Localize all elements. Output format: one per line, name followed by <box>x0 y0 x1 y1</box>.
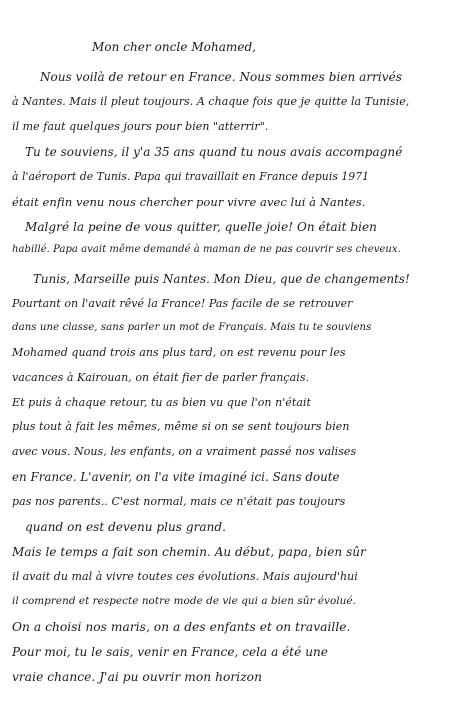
letter-line: habillé. Papa avait même demandé à maman de ne pas couvrir ses cheveux. <box>12 244 401 255</box>
letter-line: vacances à Kairouan, on était fier de parler français. <box>12 371 310 384</box>
letter-line: Pourtant on l'avait rêvé la France! Pas facile de se retrouver <box>12 297 353 310</box>
letter-line: à Nantes. Mais il pleut toujours. A chaque fois que je quitte la Tunisie, <box>12 95 410 108</box>
letter-line: Nous voilà de retour en France. Nous sommes bien arrivés <box>40 70 402 84</box>
letter-line: à l'aéroport de Tunis. Papa qui travaillait en France depuis 1971 <box>12 170 370 183</box>
letter-line: Pour moi, tu le sais, venir en France, cela a été une <box>12 645 328 659</box>
letter-line: avec vous. Nous, les enfants, on a vraiment passé nos valises <box>12 445 357 458</box>
letter-line: il avait du mal à vivre toutes ces évolutions. Mais aujourd'hui <box>12 570 358 583</box>
letter-line: Mais le temps a fait son chemin. Au début, papa, bien sûr <box>12 545 366 559</box>
letter-line: Et puis à chaque retour, tu as bien vu que l'on n'était <box>12 396 311 409</box>
letter-line: il comprend et respecte notre mode de vie qui a bien sûr évolué. <box>12 595 356 607</box>
letter-line: dans une classe, sans parler un mot de Français. Mais tu te souviens <box>12 322 372 333</box>
letter-line: On a choisi nos maris, on a des enfants et on travaille. <box>12 620 351 634</box>
letter-line: Malgré la peine de vous quitter, quelle joie! On était bien <box>25 220 377 234</box>
letter-line: pas nos parents.. C'est normal, mais ce n'était pas toujours <box>12 495 346 508</box>
letter-line: en France. L'avenir, on l'a vite imaginé ici. Sans doute <box>12 470 340 484</box>
letter-line: Tu te souviens, il y'a 35 ans quand tu nous avais accompagné <box>25 145 403 159</box>
letter-line: Tunis, Marseille puis Nantes. Mon Dieu, que de changements! <box>33 272 410 286</box>
letter-line: Mohamed quand trois ans plus tard, on est revenu pour les <box>12 346 346 359</box>
letter-line: vraie chance. J'ai pu ouvrir mon horizon <box>12 670 262 684</box>
letter-line: était enfin venu nous chercher pour vivre avec lui à Nantes. <box>12 195 366 209</box>
letter-line: il me faut quelques jours pour bien "atterrir". <box>12 120 269 133</box>
letter-line: plus tout à fait les mêmes, même si on se sent toujours bien <box>12 420 350 433</box>
letter-line: quand on est devenu plus grand. <box>25 520 226 534</box>
letter-greeting: Mon cher oncle Mohamed, <box>92 40 257 54</box>
